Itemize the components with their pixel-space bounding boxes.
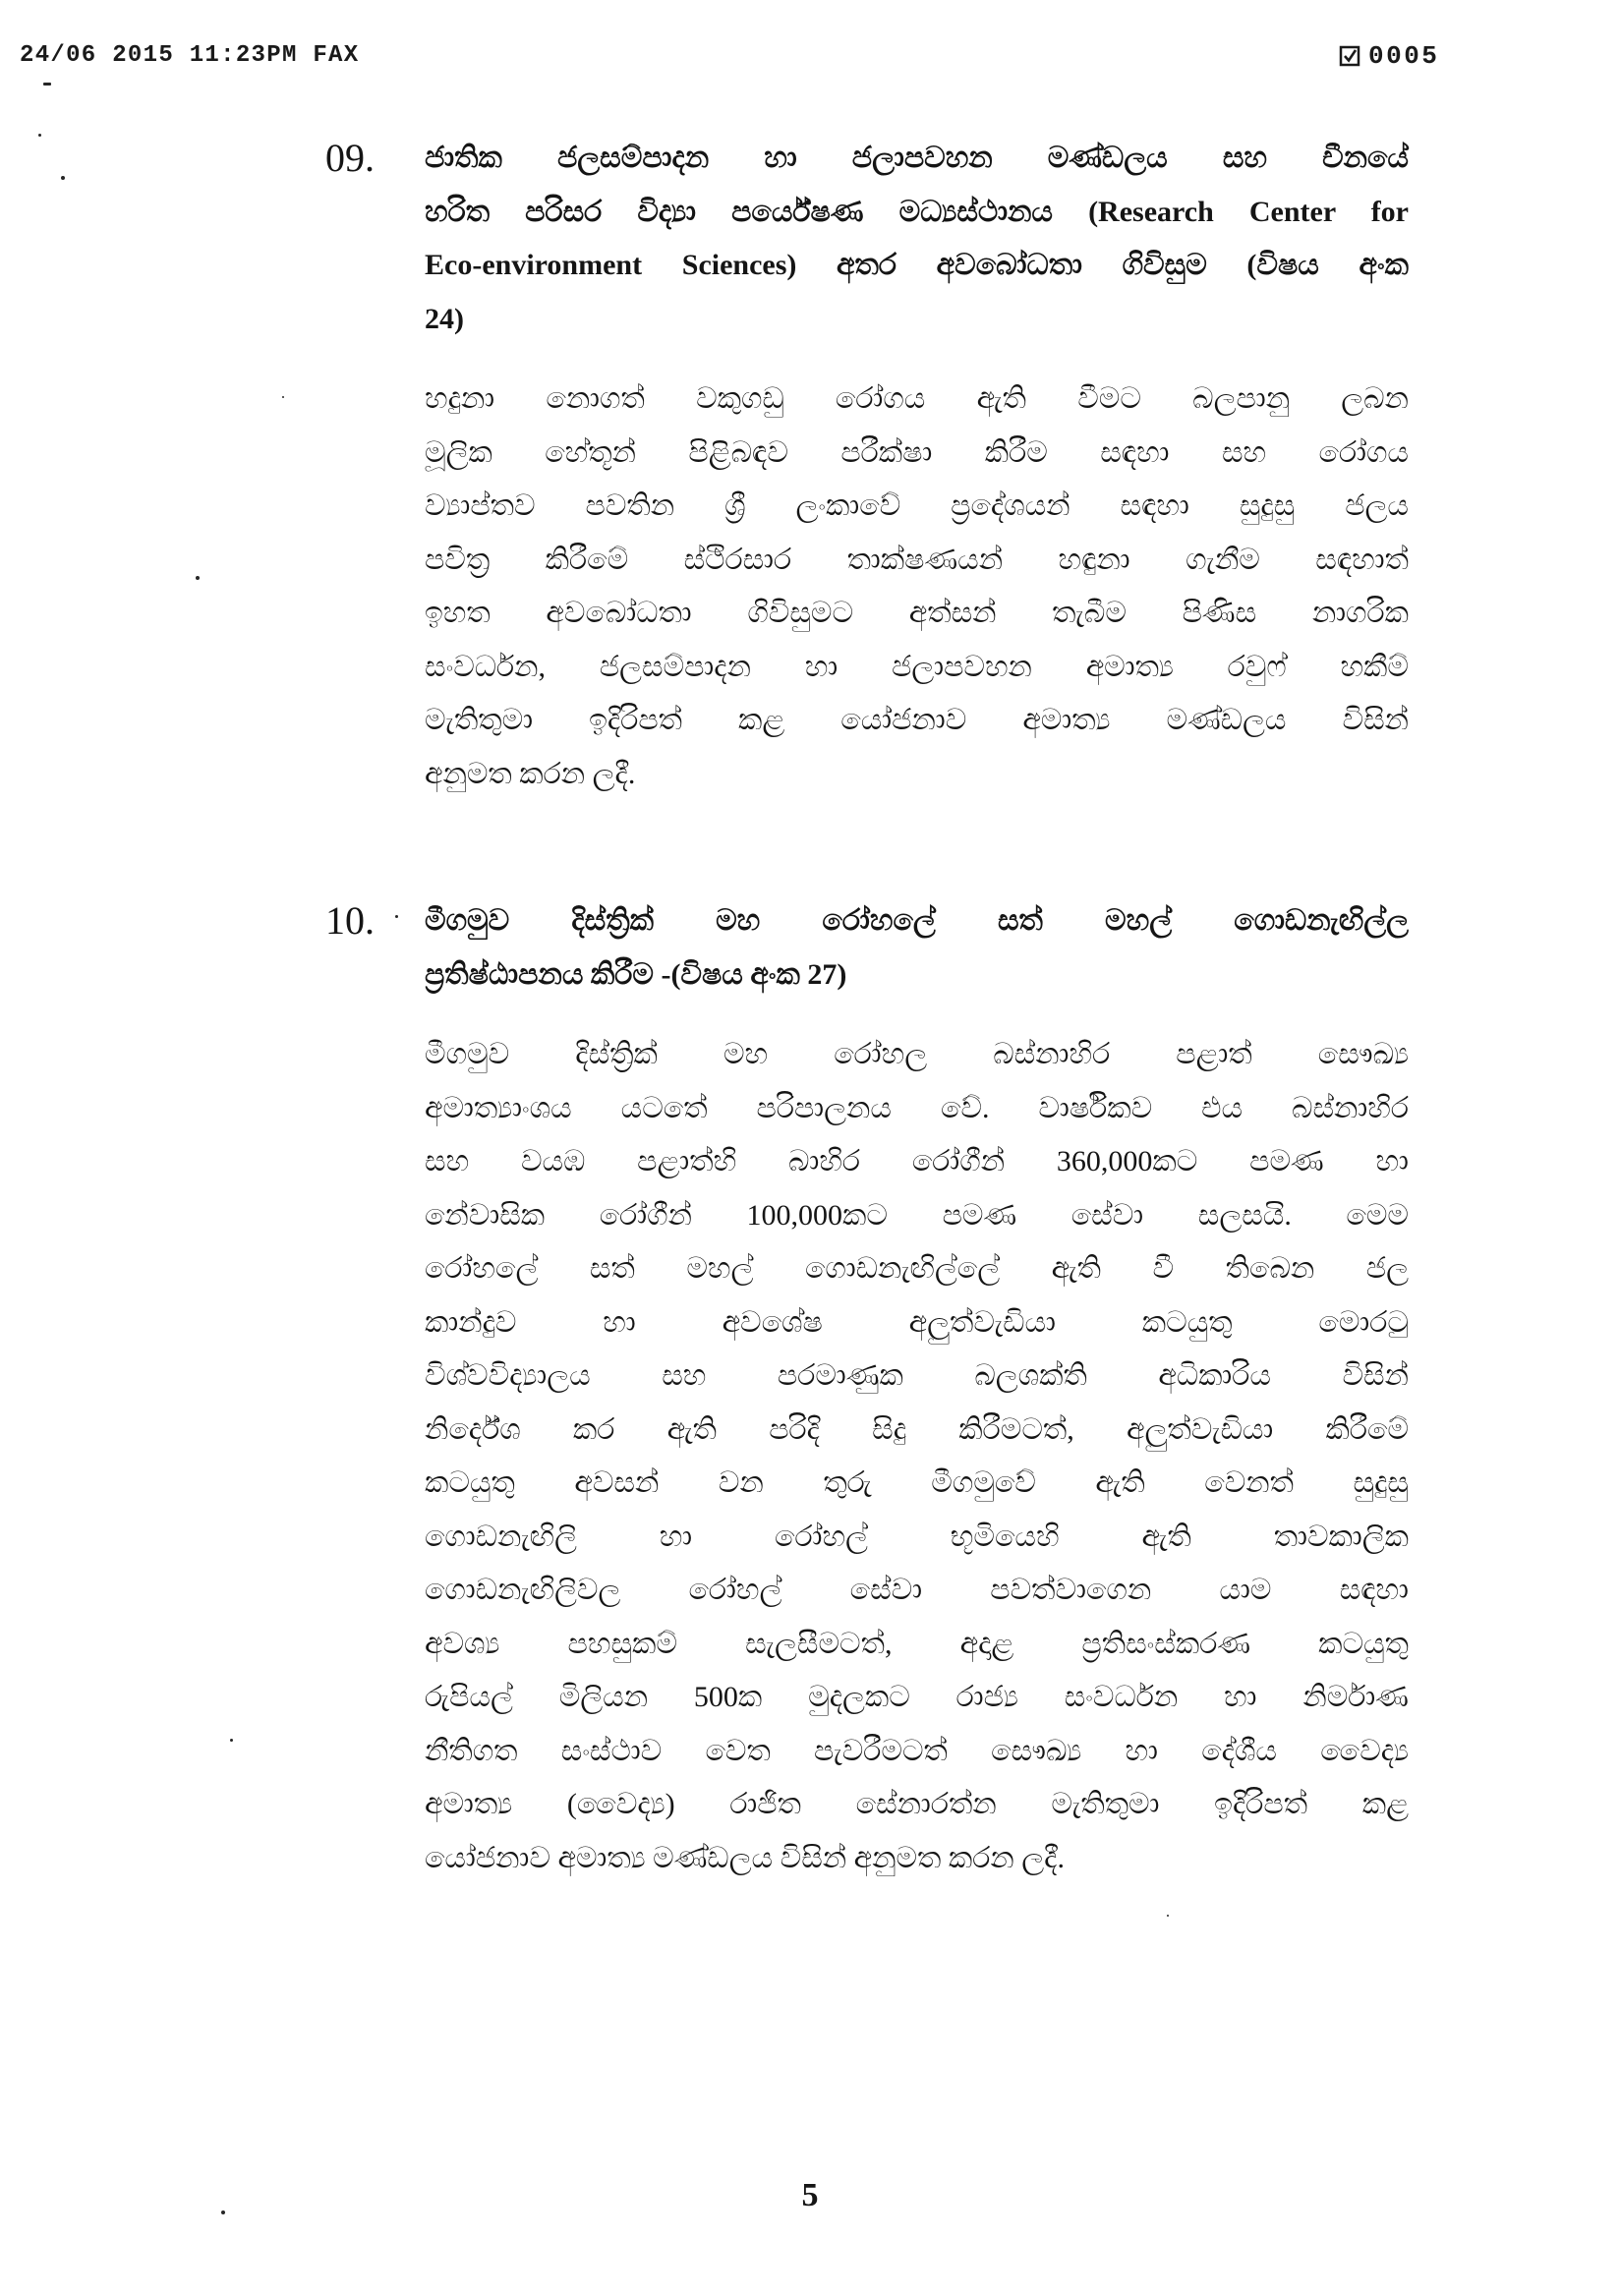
item-09-body-line: පවිත්‍ර කිරීමේ ස්ථිරසාර තාක්ෂණයන් හඳුනා ගැනීම සඳහාත් (425, 543, 1409, 576)
item-09-body-line: මැතිතුමා ඉදිරිපත් කළ යෝජනාව අමාත්‍ය මණ්ඩලය විසින් (425, 704, 1409, 736)
item-10-body-line: නිර්දේශ කර ඇති පරිදි සිදු කිරීමටත්, අලුත්වැඩියා කිරීමේ (425, 1412, 1409, 1446)
item-number: 09. (325, 136, 375, 180)
scan-speck (221, 2210, 225, 2214)
item-10-body-line: රුපියල් මිලියන 500ක මුදලකට රාජ්‍ය සංවර්ධන හා නිර්මාණ (425, 1681, 1409, 1713)
fax-timestamp: 24/06 2015 11:23PM FAX (20, 42, 360, 69)
item-09-title-line: හරිත පරිසර විද්‍යා පර්යේෂණ මධ්‍යස්ථානය (Research Center for (425, 195, 1409, 228)
item-10-body-line: යෝජනාව අමාත්‍ය මණ්ඩලය විසින් අනුමත කරන ලදී. (425, 1841, 1065, 1874)
item-09-body-line: අනුමත කරන ලදී. (425, 757, 636, 790)
scan-speck (395, 915, 398, 918)
item-10-body-line: මීගමුව දිස්ත්‍රික් මහ රෝහල බස්නාහිර පළාත් සෞඛ්‍ය (425, 1038, 1409, 1070)
fax-page-number: 0005 (1368, 41, 1440, 71)
item-10-body-line: කාන්දුව හා අවශේෂ අලුත්වැඩියා කටයුතු මොරටු (425, 1305, 1409, 1339)
item-09-title-line: ජාතික ජලසම්පාදන හා ජලාපවහන මණ්ඩලය සහ චීනයේ (425, 142, 1409, 174)
item-10-body-line: රෝහලේ සත් මහල් ගොඩනැඟිල්ලේ ඇති වී තිබෙන ජල (425, 1252, 1409, 1285)
item-09-title (425, 132, 1409, 346)
agenda-item-10 (325, 894, 1409, 1885)
item-09-body-line: ව්‍යාප්තව පවතින ශ්‍රී ලංකාවේ ප්‍රදේශයන් සඳහා සුදුසු ජලය (425, 489, 1409, 522)
scan-speck (196, 576, 200, 580)
item-10-body-line: නීතිගත සංස්ථාව වෙත පැවරීමටත් සෞඛ්‍ය හා දේශීය වෛද්‍ය (425, 1734, 1409, 1767)
agenda-item-09 (325, 132, 1409, 801)
scan-speck (230, 1739, 233, 1742)
fax-page-checkbox-icon (1339, 45, 1360, 67)
scan-speck (282, 396, 284, 398)
item-10-body-line: ගොඩනැඟිලිවල රෝහල් සේවා පවත්වාගෙන යාම සඳහා (425, 1574, 1409, 1606)
page-number: 5 (801, 2177, 819, 2213)
item-10-title-line: මීගමුව දිස්ත්‍රික් මහ රෝහලේ සත් මහල් ගොඩනැඟිල්ල (425, 904, 1409, 937)
item-09-body (425, 373, 1409, 801)
item-10-body-line: විශ්වවිද්‍යාලය සහ පරමාණුක බලශක්ති අධිකාරිය විසින් (425, 1359, 1409, 1392)
item-10-body-line: අමාත්‍ය (වෛද්‍ය) රාජිත සේනාරත්න මැතිතුමා ඉදිරිපත් කළ (425, 1788, 1409, 1820)
item-09-body-line: ඉහත අවබෝධතා ගිවිසුමට අත්සන් තැබීම පිණිස නාගරික (425, 597, 1409, 629)
item-10-body (425, 1028, 1409, 1885)
item-10-body-line: අමාත්‍යාංශය යටතේ පරිපාලනය වේ. වාර්ෂිකව එය බස්නාහිර (425, 1091, 1409, 1124)
item-10-title (425, 894, 1409, 1002)
item-09-body-line: මූලික හේතූන් පිළිබඳව පරීක්ෂා කිරීම සඳහා සහ රෝගය (425, 435, 1409, 469)
fax-page-code (1339, 42, 1439, 70)
item-10-body-line: නේවාසික රෝගීන් 100,000කට පමණ සේවා සලසයි. මෙම (425, 1198, 1409, 1232)
item-10-body-line: ගොඩනැඟිලි හා රෝහල් භූමියෙහි ඇති තාවකාලික (425, 1520, 1409, 1553)
item-number: 10. (325, 898, 375, 943)
item-09-body-line: හදුනා නොගත් වකුගඩු රෝගය ඇති වීමට බලපානු ලබන (425, 382, 1409, 415)
item-09-title-line: 24) (425, 302, 464, 335)
item-09-body-line: සංවර්ධන, ජලසම්පාදන හා ජලාපවහන අමාත්‍ය රවුෆ් හකීම් (425, 650, 1409, 683)
cabinet-decisions-document (325, 132, 1409, 1885)
scan-speck (43, 83, 51, 86)
item-10-title-line: ප්‍රතිෂ්ඨාපනය කිරීම -(විෂය අංක 27) (425, 957, 847, 991)
item-09-title-line: Eco-environment Sciences) අතර අවබෝධතා ගිවිසුම (විෂය අංක (425, 249, 1409, 281)
item-10-body-line: සහ වයඹ පළාත්හි බාහිර රෝගීන් 360,000කට පමණ හා (425, 1145, 1409, 1177)
item-10-body-line: කටයුතු අවසන් වන තුරු මීගමුවේ ඇති වෙනත් සුදුසු (425, 1466, 1409, 1499)
scan-speck (1167, 1915, 1169, 1917)
scan-speck (61, 176, 65, 180)
item-10-body-line: අවශ්‍ය පහසුකම් සැලසීමටත්, අදාළ ප්‍රතිසංස්කරණ කටයුතු (425, 1627, 1409, 1660)
scan-speck (38, 134, 41, 137)
